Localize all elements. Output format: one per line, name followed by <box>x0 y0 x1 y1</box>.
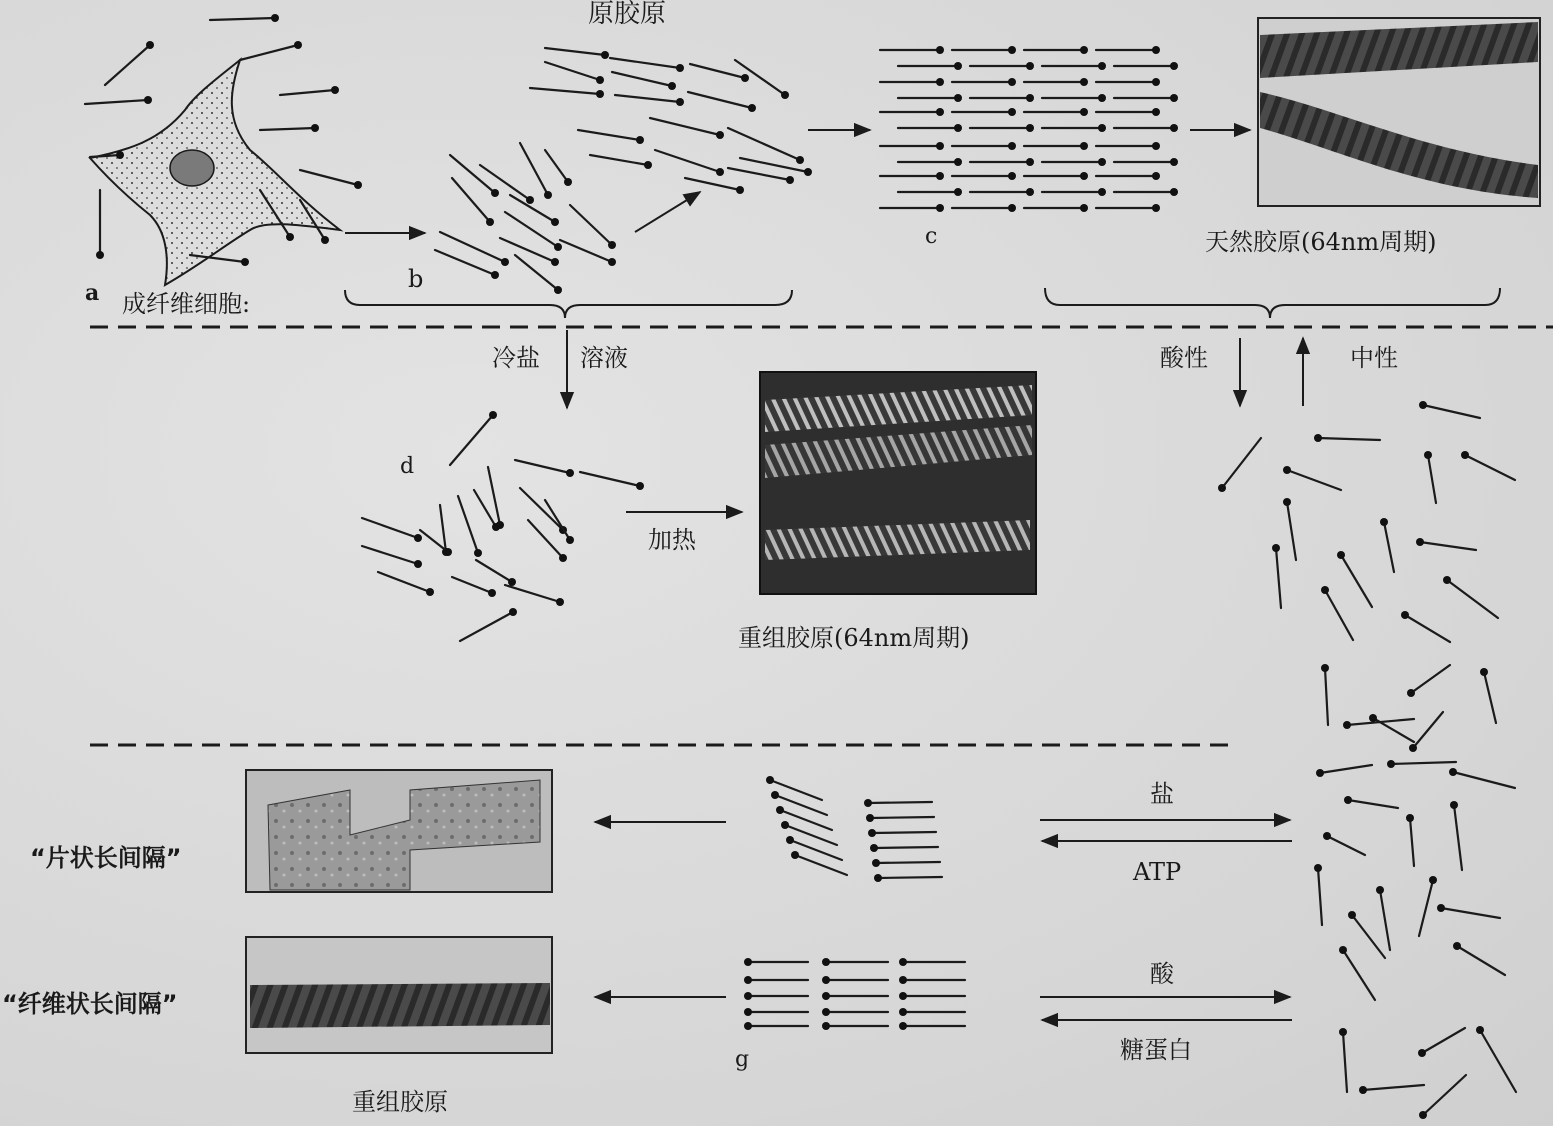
label-atp: ATP <box>1133 858 1182 886</box>
molecule-head <box>1080 172 1088 180</box>
cell-nucleus <box>170 150 214 186</box>
molecule-head <box>1314 864 1322 872</box>
molecule-head <box>1339 946 1347 954</box>
molecule-head <box>1419 401 1427 409</box>
molecule-rod <box>1325 590 1353 640</box>
molecule-head <box>1437 904 1445 912</box>
molecule-head <box>96 251 104 259</box>
molecule-rod <box>450 155 495 193</box>
molecule-head <box>144 96 152 104</box>
molecule-head <box>1380 518 1388 526</box>
molecule-rod <box>362 546 418 564</box>
label-sls: “片状长间隔” <box>30 844 182 872</box>
molecule-rod <box>615 95 680 102</box>
molecule-head <box>1316 769 1324 777</box>
label-heating: 加热 <box>648 526 696 554</box>
molecule-head <box>1098 62 1106 70</box>
molecule-head <box>501 258 509 266</box>
molecule-head <box>1272 544 1280 552</box>
molecule-head <box>596 76 604 84</box>
molecule-head <box>1424 451 1432 459</box>
molecule-head <box>1170 94 1178 102</box>
molecule-head <box>1152 172 1160 180</box>
arrow-b-diag <box>635 192 700 232</box>
molecule-head <box>1443 576 1451 584</box>
label-cold-salt: 冷盐 <box>492 344 540 372</box>
molecule-head <box>608 258 616 266</box>
molecule-head <box>771 791 779 799</box>
label-solution: 溶液 <box>580 344 628 372</box>
molecule-rod <box>545 150 568 182</box>
label-c: c <box>925 224 938 249</box>
molecule-head <box>744 958 752 966</box>
molecule-rod <box>578 130 640 140</box>
molecule-rod <box>530 88 600 94</box>
molecule-head <box>566 536 574 544</box>
label-d: d <box>400 454 415 479</box>
molecule-head <box>1429 876 1437 884</box>
molecule-head <box>1152 204 1160 212</box>
label-native-collagen: 天然胶原(64nm周期) <box>1205 228 1437 256</box>
molecule-rod <box>1405 615 1450 642</box>
molecule-head <box>874 874 882 882</box>
molecule-head <box>508 578 516 586</box>
molecule-rod <box>545 62 600 80</box>
molecule-head <box>936 108 944 116</box>
molecule-rod <box>280 90 335 95</box>
molecule-head <box>870 844 878 852</box>
molecule-head <box>444 548 452 556</box>
molecule-head <box>954 62 962 70</box>
molecule-head <box>781 821 789 829</box>
molecule-rod <box>580 472 640 486</box>
molecule-head <box>899 1022 907 1030</box>
aligned-molecules-g <box>744 958 965 1030</box>
molecule-rod <box>1320 765 1372 773</box>
molecule-rod <box>872 832 936 833</box>
molecule-head <box>1344 796 1352 804</box>
molecule-head <box>311 124 319 132</box>
procollagen-molecules-b <box>435 48 812 294</box>
molecule-head <box>716 168 724 176</box>
molecule-rod <box>520 488 563 530</box>
molecule-head <box>1387 760 1395 768</box>
molecule-rod <box>1457 946 1505 975</box>
molecule-head <box>786 836 794 844</box>
molecule-rod <box>1318 868 1322 925</box>
molecule-head <box>872 859 880 867</box>
label-salt: 盐 <box>1150 780 1174 808</box>
molecule-head <box>1369 714 1377 722</box>
molecule-head <box>496 521 504 529</box>
molecule-head <box>1170 158 1178 166</box>
label-a: a <box>85 280 100 306</box>
molecule-head <box>644 161 652 169</box>
molecule-rod <box>1327 836 1365 855</box>
molecule-head <box>786 176 794 184</box>
molecule-head <box>1026 62 1034 70</box>
molecule-rod <box>480 165 530 200</box>
molecule-head <box>554 286 562 294</box>
label-glycoprotein: 糖蛋白 <box>1120 1036 1192 1064</box>
molecule-head <box>748 104 756 112</box>
molecule-head <box>1476 1026 1484 1034</box>
molecule-rod <box>474 490 496 527</box>
molecule-rod <box>876 862 940 863</box>
molecule-head <box>822 976 830 984</box>
molecule-rod <box>685 178 740 190</box>
molecule-head <box>899 976 907 984</box>
molecule-rod <box>874 847 938 848</box>
molecule-head <box>899 958 907 966</box>
label-fibroblast: 成纤维细胞: <box>122 290 251 318</box>
molecule-rod <box>1422 1028 1465 1053</box>
molecule-head <box>822 958 830 966</box>
fls-micrograph <box>246 937 552 1053</box>
molecule-head <box>1321 586 1329 594</box>
molecule-rod <box>500 238 555 262</box>
molecule-head <box>716 131 724 139</box>
molecule-rod <box>688 92 752 108</box>
molecule-rod <box>1341 555 1372 607</box>
molecule-head <box>608 241 616 249</box>
molecule-head <box>791 851 799 859</box>
molecule-head <box>116 151 124 159</box>
molecule-rod <box>450 415 493 465</box>
molecule-rod <box>476 560 512 582</box>
molecule-rod <box>610 58 680 68</box>
molecule-head <box>544 191 552 199</box>
molecule-head <box>489 411 497 419</box>
molecule-rod <box>505 585 560 602</box>
molecule-head <box>1170 188 1178 196</box>
molecule-rod <box>590 155 648 165</box>
molecule-head <box>1406 814 1414 822</box>
molecule-rod <box>560 240 612 262</box>
molecule-head <box>1449 768 1457 776</box>
molecule-rod <box>870 817 934 818</box>
molecule-head <box>554 243 562 251</box>
molecule-head <box>804 168 812 176</box>
molecule-head <box>1008 204 1016 212</box>
molecule-rod <box>1343 950 1375 1000</box>
molecule-rod <box>300 170 358 185</box>
molecule-head <box>414 560 422 568</box>
molecule-head <box>676 64 684 72</box>
molecule-head <box>668 82 676 90</box>
label-acid: 酸 <box>1150 960 1174 988</box>
molecule-rod <box>655 150 720 172</box>
segment-molecules <box>766 776 942 882</box>
molecule-rod <box>878 877 942 878</box>
molecule-rod <box>1484 672 1496 723</box>
molecule-head <box>1283 466 1291 474</box>
molecule-head <box>1401 611 1409 619</box>
molecule-head <box>426 588 434 596</box>
molecule-rod <box>1411 665 1450 693</box>
molecule-head <box>1339 1028 1347 1036</box>
molecule-rod <box>1423 1075 1466 1115</box>
molecule-rod <box>650 118 720 135</box>
molecule-head <box>509 608 517 616</box>
molecule-head <box>601 51 609 59</box>
native-collagen-micrograph <box>1258 18 1540 206</box>
molecule-head <box>146 41 154 49</box>
molecule-head <box>1026 124 1034 132</box>
molecule-head <box>486 218 494 226</box>
molecule-rod <box>1287 470 1341 490</box>
molecule-head <box>331 86 339 94</box>
brace-left <box>345 290 792 318</box>
molecule-head <box>1080 204 1088 212</box>
molecule-rod <box>505 212 558 247</box>
molecule-head <box>781 91 789 99</box>
molecule-head <box>1098 188 1106 196</box>
molecule-head <box>1376 886 1384 894</box>
molecule-rod <box>1465 455 1515 480</box>
molecule-head <box>954 158 962 166</box>
label-neutral: 中性 <box>1350 344 1398 372</box>
molecule-head <box>776 806 784 814</box>
molecule-head <box>822 1008 830 1016</box>
molecule-rod <box>240 45 298 60</box>
molecule-head <box>491 271 499 279</box>
molecule-head <box>286 233 294 241</box>
molecule-head <box>899 1008 907 1016</box>
molecule-rod <box>1384 522 1394 572</box>
molecule-rod <box>1441 908 1500 918</box>
molecule-head <box>1080 142 1088 150</box>
molecule-head <box>551 218 559 226</box>
label-b: b <box>408 265 424 293</box>
label-acidic: 酸性 <box>1160 344 1208 372</box>
label-procollagen: 原胶原 <box>588 0 667 29</box>
molecule-head <box>1008 172 1016 180</box>
molecule-rod <box>1222 438 1261 488</box>
molecule-head <box>1461 451 1469 459</box>
molecule-head <box>1098 94 1106 102</box>
molecule-head <box>1170 124 1178 132</box>
molecule-rod <box>1419 880 1433 936</box>
molecule-head <box>596 90 604 98</box>
sls-micrograph <box>246 770 552 892</box>
molecule-head <box>556 598 564 606</box>
molecule-rod <box>1325 668 1328 725</box>
molecule-rod <box>690 64 745 78</box>
molecule-rod <box>1363 1085 1424 1090</box>
molecule-head <box>488 589 496 597</box>
molecule-head <box>1321 664 1329 672</box>
molecule-head <box>636 136 644 144</box>
label-reconstituted: 重组胶原 <box>352 1088 448 1116</box>
molecule-rod <box>452 577 492 593</box>
molecule-head <box>1008 46 1016 54</box>
molecule-rod <box>260 128 315 130</box>
molecule-head <box>868 829 876 837</box>
molecule-head <box>1008 108 1016 116</box>
molecule-rod <box>1428 455 1436 503</box>
molecule-rod <box>1380 890 1390 950</box>
molecule-head <box>1283 498 1291 506</box>
label-reconstituted-64: 重组胶原(64nm周期) <box>738 624 970 652</box>
molecule-rod <box>1480 1030 1516 1092</box>
molecule-rod <box>1391 762 1456 764</box>
molecule-head <box>1359 1086 1367 1094</box>
molecule-head <box>744 976 752 984</box>
molecule-head <box>1314 434 1322 442</box>
molecule-head <box>1008 142 1016 150</box>
molecule-rod <box>1287 502 1296 560</box>
molecule-head <box>744 1008 752 1016</box>
molecule-rod <box>1420 542 1476 550</box>
molecule-rod <box>1454 805 1462 870</box>
molecule-head <box>1026 188 1034 196</box>
molecule-rod <box>1276 548 1281 608</box>
molecule-rod <box>458 496 478 553</box>
molecule-head <box>741 74 749 82</box>
molecule-head <box>954 124 962 132</box>
molecule-head <box>354 181 362 189</box>
molecule-rod <box>545 48 605 55</box>
dispersed-molecules-right <box>1218 401 1516 1119</box>
molecule-head <box>1026 94 1034 102</box>
molecule-rod <box>440 505 446 552</box>
molecule-head <box>1416 538 1424 546</box>
label-g: g <box>735 1047 750 1072</box>
molecule-head <box>954 94 962 102</box>
molecule-head <box>551 258 559 266</box>
molecule-rod <box>728 128 800 160</box>
molecule-head <box>1407 689 1415 697</box>
molecule-head <box>744 992 752 1000</box>
molecule-rod <box>545 500 570 540</box>
molecule-head <box>1343 721 1351 729</box>
molecule-head <box>1152 78 1160 86</box>
reconstituted-collagen-micrograph <box>760 372 1036 594</box>
molecule-head <box>899 992 907 1000</box>
molecule-head <box>491 189 499 197</box>
molecule-head <box>526 196 534 204</box>
molecule-head <box>936 142 944 150</box>
molecule-head <box>1080 46 1088 54</box>
molecule-head <box>1152 142 1160 150</box>
molecule-rod <box>612 72 672 86</box>
molecule-rod <box>1453 772 1515 788</box>
molecule-head <box>241 258 249 266</box>
molecule-head <box>1337 551 1345 559</box>
molecule-head <box>1453 942 1461 950</box>
molecule-head <box>796 156 804 164</box>
molecule-rod <box>460 612 513 641</box>
molecule-rod <box>1413 712 1443 748</box>
molecule-rod <box>1410 818 1414 866</box>
molecule-head <box>1409 744 1417 752</box>
molecule-head <box>294 41 302 49</box>
molecule-head <box>864 799 872 807</box>
molecule-head <box>1218 484 1226 492</box>
molecule-head <box>766 776 774 784</box>
molecule-head <box>1152 108 1160 116</box>
molecule-head <box>1008 78 1016 86</box>
molecule-head <box>936 46 944 54</box>
molecule-head <box>954 188 962 196</box>
molecule-head <box>1026 158 1034 166</box>
molecule-head <box>1419 1111 1427 1119</box>
molecule-rod <box>362 518 418 538</box>
molecule-head <box>566 469 574 477</box>
brace-right <box>1045 288 1500 318</box>
molecule-head <box>1418 1049 1426 1057</box>
molecule-head <box>866 814 874 822</box>
molecule-head <box>474 549 482 557</box>
molecule-rod <box>728 168 790 180</box>
molecule-head <box>1348 911 1356 919</box>
molecule-head <box>1098 124 1106 132</box>
molecule-rod <box>1343 1032 1347 1092</box>
molecule-head <box>822 992 830 1000</box>
molecule-head <box>936 78 944 86</box>
molecule-head <box>936 204 944 212</box>
molecule-head <box>1080 78 1088 86</box>
molecule-rod <box>868 802 932 803</box>
molecule-head <box>736 186 744 194</box>
molecule-head <box>1480 668 1488 676</box>
molecule-rod <box>570 205 612 245</box>
molecule-head <box>564 178 572 186</box>
aligned-molecules-c <box>880 46 1178 212</box>
molecule-rod <box>1348 800 1398 808</box>
molecule-head <box>676 98 684 106</box>
molecule-head <box>1080 108 1088 116</box>
molecule-head <box>936 172 944 180</box>
molecule-rod <box>1447 580 1498 618</box>
molecule-rod <box>378 572 430 592</box>
molecule-rod <box>210 18 275 20</box>
molecule-rod <box>105 45 150 85</box>
molecule-head <box>1170 62 1178 70</box>
molecule-head <box>559 554 567 562</box>
molecule-rod <box>440 232 505 262</box>
molecule-head <box>321 236 329 244</box>
molecule-rod <box>515 460 570 473</box>
molecule-rod <box>520 143 548 195</box>
molecule-head <box>1098 158 1106 166</box>
molecule-rod <box>1423 405 1480 418</box>
dispersed-molecules-d <box>362 411 644 641</box>
molecule-rod <box>85 100 148 104</box>
molecule-head <box>822 1022 830 1030</box>
molecule-rod <box>1352 915 1385 958</box>
molecule-head <box>414 534 422 542</box>
molecule-head <box>1323 832 1331 840</box>
molecule-head <box>271 14 279 22</box>
molecule-head <box>744 1022 752 1030</box>
label-fls: “纤维状长间隔” <box>2 990 178 1018</box>
molecule-head <box>636 482 644 490</box>
molecule-head <box>1450 801 1458 809</box>
molecule-rod <box>1318 438 1380 440</box>
molecule-head <box>1152 46 1160 54</box>
